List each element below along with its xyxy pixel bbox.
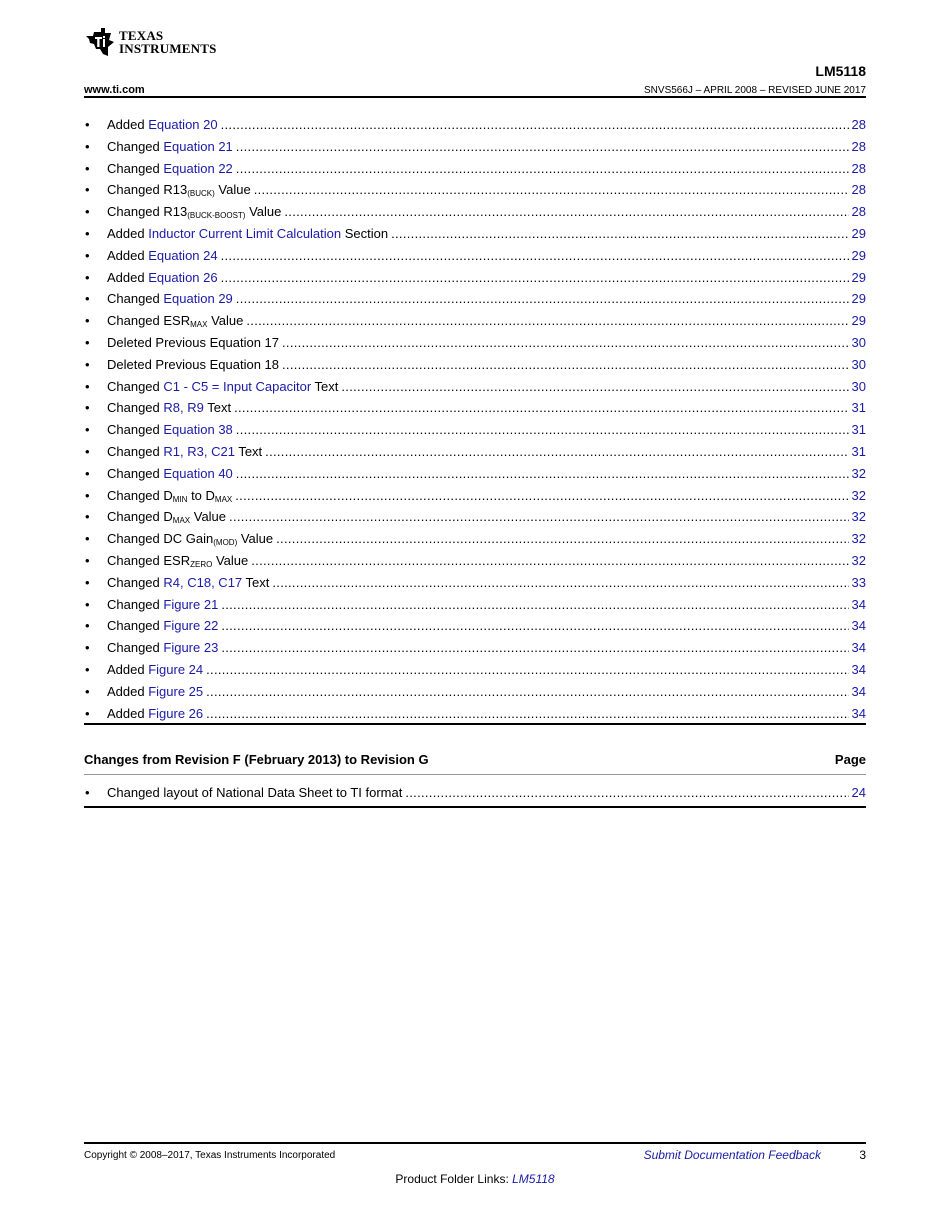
dot-leader [206, 681, 848, 703]
item-text [107, 136, 233, 158]
bullet: • [85, 160, 90, 176]
item-page-link[interactable]: 28 [851, 204, 866, 220]
item-text-pre: Changed R13 [107, 182, 188, 198]
item-page-link[interactable]: 32 [851, 487, 866, 503]
item-text [107, 114, 218, 136]
item-page-link[interactable]: 34 [851, 618, 866, 634]
item-text-pre: Changed [107, 422, 164, 438]
dot-leader [235, 485, 848, 507]
list-item [84, 114, 866, 136]
item-text [107, 528, 273, 550]
item-page-link[interactable]: 28 [851, 117, 866, 132]
item-text-pre: Changed D [107, 509, 173, 525]
item-text-pre: Changed layout of National Data Sheet to TI format [107, 785, 403, 800]
item-text [107, 572, 269, 594]
item-page-link[interactable]: 28 [851, 138, 866, 154]
bullet: • [85, 204, 90, 220]
item-link[interactable]: Figure 23 [163, 640, 219, 656]
list-item [84, 354, 866, 376]
item-link[interactable]: Equation 26 [148, 269, 218, 285]
item-page-link[interactable]: 34 [851, 661, 866, 677]
item-text [107, 158, 233, 180]
item-page-link[interactable]: 28 [851, 182, 866, 198]
item-subscript: ZERO [190, 559, 213, 569]
item-page-link[interactable]: 32 [851, 552, 866, 568]
list-item [84, 615, 866, 637]
list-item [84, 594, 866, 616]
list-item [84, 681, 866, 703]
list-item [84, 419, 866, 441]
dot-leader [236, 288, 849, 310]
item-link[interactable]: Equation 38 [163, 422, 233, 438]
section-header-rule [84, 774, 866, 775]
item-text [107, 201, 281, 223]
item-text-pre: Changed [107, 291, 164, 307]
ti-logo-wordmark [119, 29, 217, 55]
item-text [107, 267, 218, 289]
item-page-link[interactable]: 34 [851, 683, 866, 699]
item-link[interactable]: Figure 25 [148, 683, 204, 699]
dot-leader [284, 201, 848, 223]
item-text-pre: Changed R13 [107, 204, 188, 220]
dot-leader [282, 332, 849, 354]
bullet: • [85, 334, 90, 350]
item-page-link[interactable]: 29 [851, 247, 866, 263]
bullet: • [85, 661, 90, 677]
bullet: • [85, 247, 90, 263]
ti-logo-icon [84, 27, 116, 57]
list-bottom-rule [84, 723, 866, 725]
list-item [84, 463, 866, 485]
list-item [84, 332, 866, 354]
item-text [107, 288, 233, 310]
dot-leader [246, 310, 848, 332]
list-item [84, 528, 866, 550]
item-link[interactable]: Figure 21 [163, 596, 219, 612]
item-page-link[interactable]: 30 [851, 378, 866, 394]
list-item [84, 572, 866, 594]
list-item [84, 310, 866, 332]
item-page-link[interactable]: 32 [851, 465, 866, 481]
item-page-link[interactable]: 32 [851, 531, 866, 547]
item-link[interactable]: Figure 22 [163, 618, 219, 634]
item-text-pre: Deleted Previous Equation 18 [107, 356, 280, 372]
item-text-post: to D [187, 487, 215, 503]
item-page-link[interactable]: 29 [851, 269, 866, 285]
item-subscript: MIN [172, 494, 188, 504]
dot-leader [221, 267, 849, 289]
item-text [107, 703, 203, 725]
item-text-post: Section [341, 225, 389, 241]
item-page-link[interactable]: 31 [851, 443, 866, 459]
item-link[interactable]: Equation 22 [163, 160, 233, 176]
bullet: • [85, 225, 90, 241]
item-page-link[interactable]: 31 [851, 400, 866, 416]
item-page-link[interactable]: 28 [851, 160, 866, 176]
item-subscript: MAX [190, 320, 208, 330]
dot-leader [229, 506, 849, 528]
list-item [84, 288, 866, 310]
bullet: • [85, 683, 90, 699]
bullet: • [85, 117, 90, 132]
list-item [84, 550, 866, 572]
dot-leader [236, 136, 849, 158]
item-link[interactable]: Inductor Current Limit Calculation [148, 225, 342, 241]
bullet: • [85, 422, 90, 438]
item-text [107, 506, 226, 528]
item-text [107, 245, 218, 267]
dot-leader [251, 550, 848, 572]
item-page-link[interactable]: 34 [851, 596, 866, 612]
list-item [84, 506, 866, 528]
dot-leader [254, 179, 849, 201]
dot-leader [265, 441, 848, 463]
item-text [107, 594, 218, 616]
item-page-link[interactable]: 29 [851, 291, 866, 307]
bullet: • [85, 138, 90, 154]
list-item [84, 376, 866, 398]
bullet: • [85, 618, 90, 634]
item-page-link[interactable]: 29 [851, 313, 866, 329]
item-subscript: (BUCK) [187, 189, 215, 199]
item-text-post: Value [237, 531, 274, 547]
item-text-pre: Changed [107, 596, 164, 612]
bullet: • [85, 356, 90, 372]
dot-leader [206, 659, 848, 681]
document-id: SNVS566J – APRIL 2008 – REVISED JUNE 2017 [644, 85, 866, 96]
bullet: • [85, 269, 90, 285]
item-text-pre: Deleted Previous Equation 17 [107, 334, 280, 350]
website-link[interactable]: www.ti.com [84, 84, 145, 96]
bullet: • [85, 182, 90, 198]
submit-feedback-link[interactable]: Submit Documentation Feedback [643, 1148, 821, 1162]
list-item [84, 441, 866, 463]
item-text [107, 332, 279, 354]
item-text-post: Text [311, 378, 339, 394]
dot-leader [405, 782, 848, 804]
item-text-pre: Added [107, 117, 149, 132]
list-item [84, 659, 866, 681]
copyright: Copyright © 2008–2017, Texas Instruments Incorporated [84, 1150, 336, 1161]
logo-line-instruments: INSTRUMENTS [119, 41, 217, 56]
item-link[interactable]: R4, C18, C17 [163, 574, 243, 590]
list-item [84, 703, 866, 725]
bullet: • [85, 785, 90, 800]
item-text-pre: Changed [107, 378, 164, 394]
item-page-link[interactable]: 34 [851, 640, 866, 656]
item-text-pre: Changed D [107, 487, 173, 503]
page-number: 3 [859, 1148, 866, 1162]
dot-leader [234, 397, 848, 419]
bullet: • [85, 465, 90, 481]
item-page-link[interactable]: 31 [851, 422, 866, 438]
item-text [107, 615, 218, 637]
item-text-pre: Changed [107, 618, 164, 634]
item-link[interactable]: Figure 24 [148, 661, 204, 677]
dot-leader [236, 463, 849, 485]
dot-leader [221, 615, 848, 637]
item-text-post: Text [234, 443, 263, 459]
item-subscript: (BUCK-BOOST) [187, 211, 246, 221]
product-folder-links [0, 1172, 950, 1186]
header-rule [84, 96, 866, 98]
item-link[interactable]: Equation 20 [148, 117, 218, 132]
bullet: • [85, 313, 90, 329]
bullet: • [85, 552, 90, 568]
item-text [107, 485, 232, 507]
item-page-link[interactable]: 29 [851, 225, 866, 241]
item-text-pre: Changed [107, 138, 164, 154]
item-text [107, 223, 388, 245]
list-item [84, 485, 866, 507]
item-text-pre: Added [107, 683, 149, 699]
item-text-post: Value [207, 313, 244, 329]
item-text [107, 441, 262, 463]
logo-line-texas: TEXAS [119, 28, 164, 43]
list-item [84, 245, 866, 267]
item-text-pre: Changed [107, 400, 164, 416]
item-text-post: Value [245, 204, 282, 220]
item-link[interactable]: Equation 24 [148, 247, 218, 263]
item-subscript: (MOD) [213, 538, 238, 548]
bullet: • [85, 400, 90, 416]
item-text [107, 550, 248, 572]
part-number: LM5118 [815, 63, 866, 79]
item-link[interactable]: Equation 29 [163, 291, 233, 307]
dot-leader [236, 158, 849, 180]
item-page-link[interactable]: 32 [851, 509, 866, 525]
dot-leader [341, 376, 848, 398]
item-text-pre: Added [107, 247, 149, 263]
item-text-post: Text [242, 574, 270, 590]
list-item [84, 637, 866, 659]
item-text-pre: Changed ESR [107, 552, 191, 568]
dot-leader [282, 354, 849, 376]
item-text-post: Value [212, 552, 249, 568]
dot-leader [206, 703, 848, 725]
item-text [107, 419, 233, 441]
item-text-pre: Changed ESR [107, 313, 191, 329]
item-link[interactable]: R1, R3, C21 [163, 443, 235, 459]
folder-label: Product Folder Links: [395, 1172, 513, 1186]
dot-leader [272, 572, 848, 594]
item-page-link[interactable]: 34 [851, 705, 866, 721]
item-text-pre: Added [107, 705, 149, 721]
item-text [107, 463, 233, 485]
bullet: • [85, 443, 90, 459]
list-item [84, 782, 866, 804]
item-text [107, 681, 203, 703]
item-text-pre: Changed [107, 574, 164, 590]
item-text-pre: Added [107, 269, 149, 285]
bullet: • [85, 531, 90, 547]
item-text [107, 782, 402, 804]
dot-leader [221, 637, 848, 659]
item-link[interactable]: Equation 21 [163, 138, 233, 154]
item-text [107, 376, 338, 398]
bullet: • [85, 705, 90, 721]
list-item [84, 267, 866, 289]
item-text [107, 179, 251, 201]
bullet: • [85, 378, 90, 394]
item-text-pre: Changed [107, 443, 164, 459]
item-text-pre: Added [107, 225, 149, 241]
list-item [84, 201, 866, 223]
list-item [84, 223, 866, 245]
item-text-pre: Changed [107, 640, 164, 656]
item-subscript: MAX [172, 516, 191, 526]
ti-logo [84, 27, 217, 57]
bullet: • [85, 487, 90, 503]
revision-change-list [84, 114, 866, 724]
product-folder-link[interactable]: LM5118 [512, 1172, 555, 1186]
dot-leader [221, 114, 849, 136]
item-text [107, 354, 279, 376]
item-page-link[interactable]: 30 [851, 356, 866, 372]
item-text-pre: Changed DC Gain [107, 531, 214, 547]
dot-leader [221, 594, 848, 616]
item-page-link[interactable]: 30 [851, 334, 866, 350]
bullet: • [85, 509, 90, 525]
section-title: Changes from Revision F (February 2013) to Revision G [84, 752, 429, 767]
dot-leader [236, 419, 849, 441]
item-link[interactable]: Figure 26 [148, 705, 204, 721]
section-bottom-rule [84, 806, 866, 808]
item-subscript-2: MAX [214, 494, 233, 504]
dot-leader [276, 528, 848, 550]
list-item [84, 136, 866, 158]
item-text-pre: Changed [107, 465, 164, 481]
item-text-post: Value [214, 182, 251, 198]
item-text [107, 637, 218, 659]
dot-leader [221, 245, 849, 267]
item-page-link[interactable]: 24 [851, 785, 866, 800]
item-link[interactable]: C1 - C5 = Input Capacitor [163, 378, 312, 394]
bullet: • [85, 574, 90, 590]
item-text [107, 659, 203, 681]
item-text-post: Value [190, 509, 227, 525]
item-link[interactable]: R8, R9 [163, 400, 204, 416]
footer-rule [84, 1142, 866, 1144]
item-text [107, 397, 231, 419]
item-page-link[interactable]: 33 [851, 574, 866, 590]
list-item [84, 397, 866, 419]
list-item [84, 158, 866, 180]
dot-leader [391, 223, 848, 245]
bullet: • [85, 596, 90, 612]
list-item [84, 179, 866, 201]
item-text-pre: Changed [107, 160, 164, 176]
item-link[interactable]: Equation 40 [163, 465, 233, 481]
item-text-pre: Added [107, 661, 149, 677]
bullet: • [85, 640, 90, 656]
item-text-post: Text [203, 400, 232, 416]
item-text [107, 310, 243, 332]
revision-g-change-list [84, 782, 866, 804]
bullet: • [85, 291, 90, 307]
section-page-header: Page [834, 752, 866, 767]
